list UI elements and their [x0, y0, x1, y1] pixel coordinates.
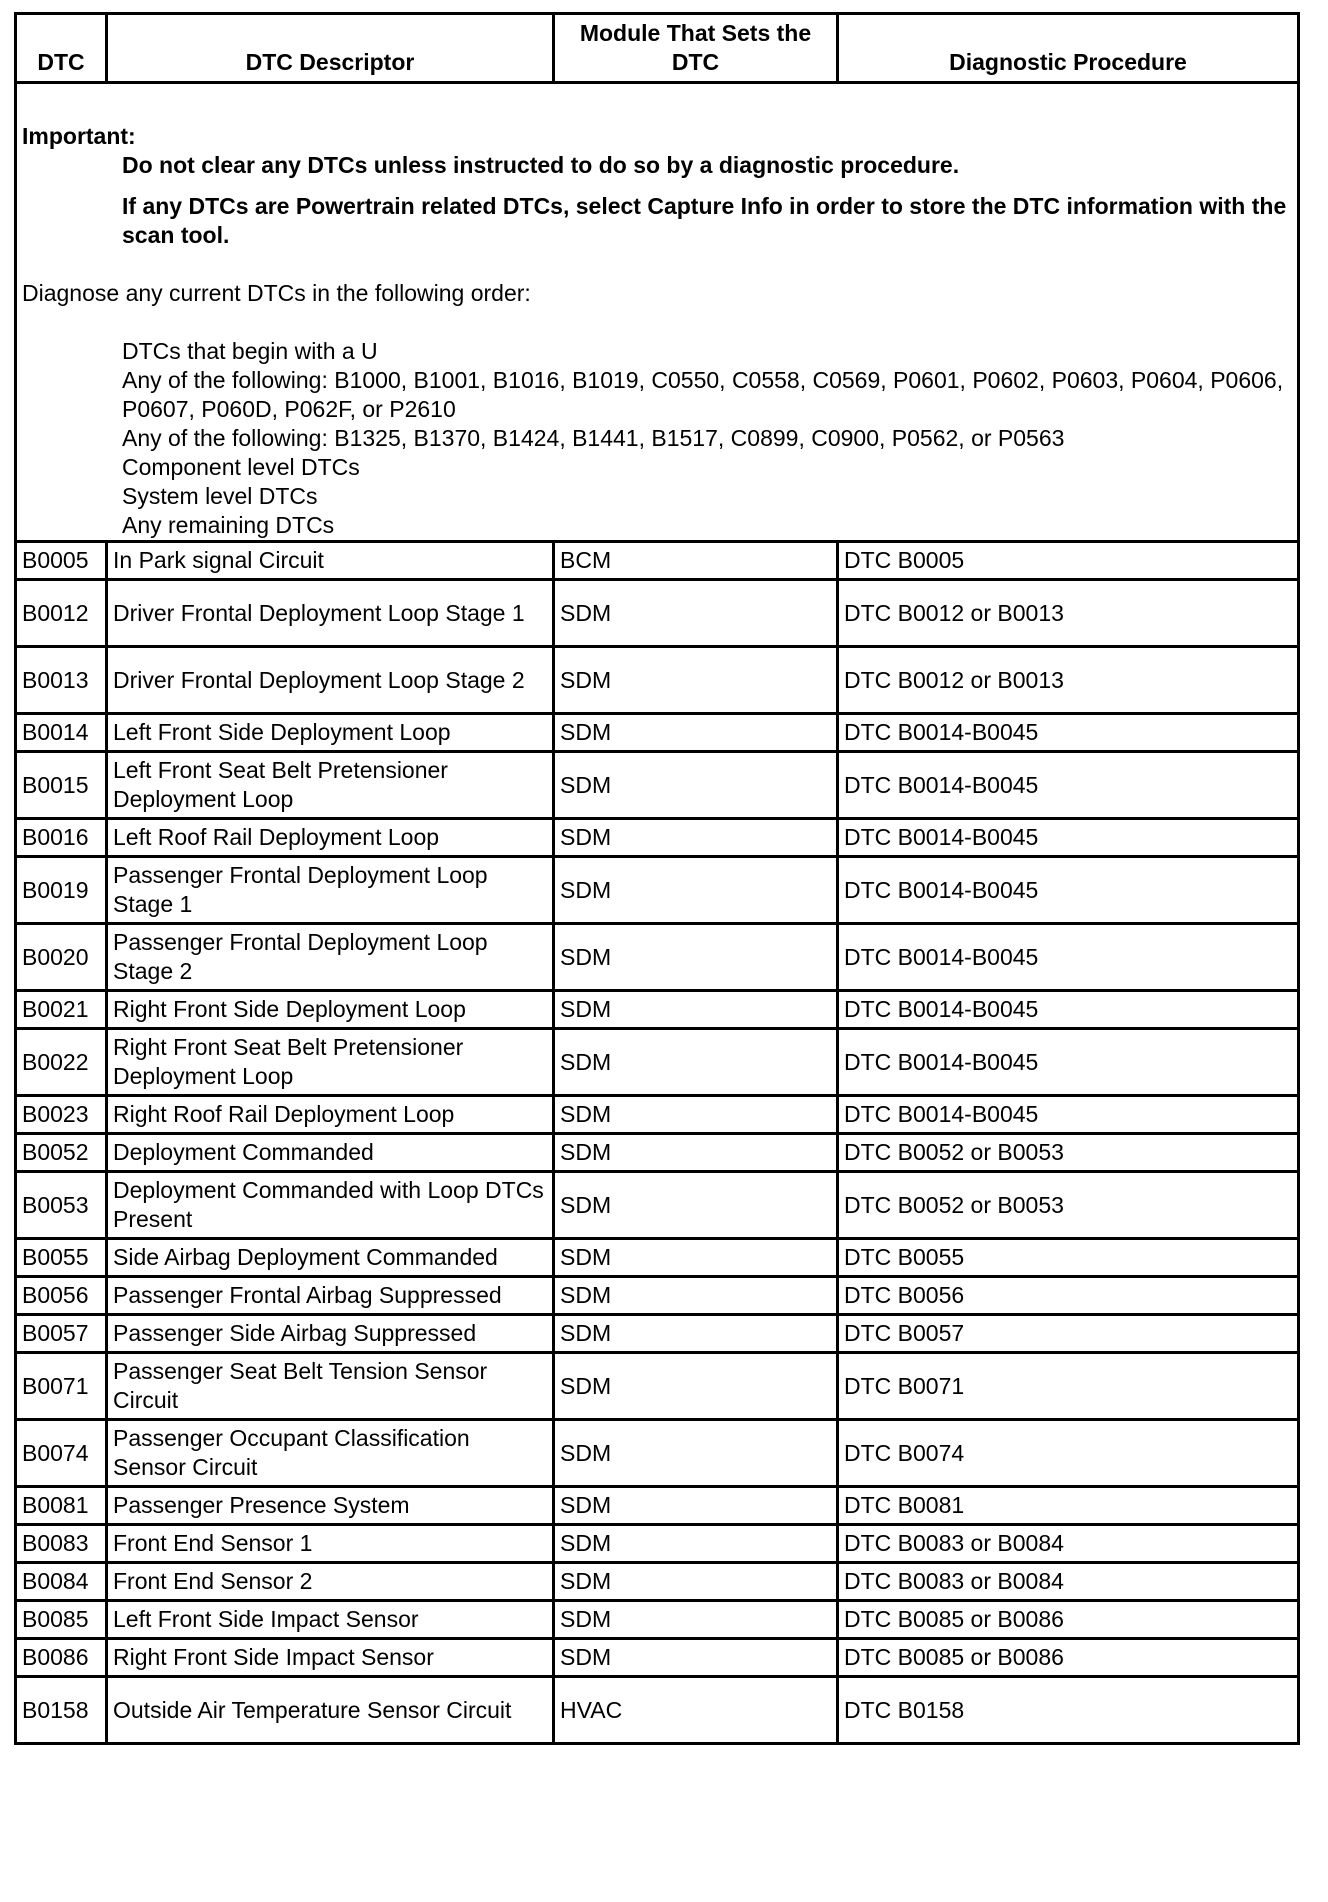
- dtc-code-cell: B0016: [16, 819, 107, 857]
- module-cell: SDM: [554, 991, 838, 1029]
- procedure-cell: DTC B0014-B0045: [838, 752, 1299, 819]
- procedure-cell: DTC B0014-B0045: [838, 857, 1299, 924]
- descriptor-cell: Passenger Frontal Deployment Loop Stage 2: [107, 924, 554, 991]
- procedure-cell: DTC B0012 or B0013: [838, 647, 1299, 714]
- descriptor-cell: Driver Frontal Deployment Loop Stage 1: [107, 580, 554, 647]
- descriptor-cell: Driver Frontal Deployment Loop Stage 2: [107, 647, 554, 714]
- dtc-code-cell: B0015: [16, 752, 107, 819]
- procedure-cell: DTC B0052 or B0053: [838, 1134, 1299, 1172]
- table-row: [16, 1096, 1299, 1134]
- table-row: [16, 819, 1299, 857]
- table-row: [16, 752, 1299, 819]
- table-row: [16, 1353, 1299, 1420]
- table-row: [16, 1601, 1299, 1639]
- descriptor-cell: Right Front Side Deployment Loop: [107, 991, 554, 1029]
- dtc-code-cell: B0022: [16, 1029, 107, 1096]
- dtc-table: [14, 12, 1300, 1745]
- module-cell: HVAC: [554, 1677, 838, 1744]
- table-row: [16, 1029, 1299, 1096]
- descriptor-cell: Front End Sensor 1: [107, 1525, 554, 1563]
- descriptor-cell: Passenger Frontal Airbag Suppressed: [107, 1277, 554, 1315]
- important-label: Important:: [22, 123, 136, 149]
- module-cell: SDM: [554, 714, 838, 752]
- procedure-cell: DTC B0014-B0045: [838, 924, 1299, 991]
- procedure-cell: DTC B0014-B0045: [838, 1029, 1299, 1096]
- dtc-code-cell: B0085: [16, 1601, 107, 1639]
- table-row: [16, 647, 1299, 714]
- module-cell: SDM: [554, 1277, 838, 1315]
- descriptor-cell: Left Front Side Deployment Loop: [107, 714, 554, 752]
- dtc-code-cell: B0014: [16, 714, 107, 752]
- table-row: [16, 1487, 1299, 1525]
- procedure-cell: DTC B0055: [838, 1239, 1299, 1277]
- procedure-cell: DTC B0071: [838, 1353, 1299, 1420]
- dtc-code-cell: B0055: [16, 1239, 107, 1277]
- descriptor-cell: Right Roof Rail Deployment Loop: [107, 1096, 554, 1134]
- table-row: [16, 857, 1299, 924]
- table-row: [16, 1677, 1299, 1744]
- dtc-code-cell: B0071: [16, 1353, 107, 1420]
- table-row: [16, 1639, 1299, 1677]
- procedure-cell: DTC B0005: [838, 542, 1299, 580]
- important-note-1: Do not clear any DTCs unless instructed to do so by a diagnostic procedure.: [122, 152, 960, 178]
- procedure-cell: DTC B0012 or B0013: [838, 580, 1299, 647]
- descriptor-cell: Passenger Seat Belt Tension Sensor Circuit: [107, 1353, 554, 1420]
- dtc-code-cell: B0012: [16, 580, 107, 647]
- descriptor-cell: Passenger Occupant Classification Sensor Circuit: [107, 1420, 554, 1487]
- order-item: Component level DTCs: [122, 454, 360, 480]
- module-cell: SDM: [554, 819, 838, 857]
- module-cell: SDM: [554, 1029, 838, 1096]
- procedure-cell: DTC B0014-B0045: [838, 991, 1299, 1029]
- module-cell: SDM: [554, 857, 838, 924]
- procedure-cell: DTC B0014-B0045: [838, 819, 1299, 857]
- descriptor-cell: Left Roof Rail Deployment Loop: [107, 819, 554, 857]
- order-item: Any of the following: B1325, B1370, B1424, B1441, B1517, C0899, C0900, P0562, or P0563: [122, 425, 1065, 451]
- table-row: [16, 580, 1299, 647]
- module-cell: SDM: [554, 1353, 838, 1420]
- dtc-document: [14, 12, 1300, 1745]
- descriptor-cell: Left Front Side Impact Sensor: [107, 1601, 554, 1639]
- procedure-cell: DTC B0014-B0045: [838, 1096, 1299, 1134]
- procedure-cell: DTC B0057: [838, 1315, 1299, 1353]
- table-row: [16, 1563, 1299, 1601]
- notes-cell: [16, 83, 1299, 542]
- descriptor-cell: Front End Sensor 2: [107, 1563, 554, 1601]
- header-module: Module That Sets the DTC: [554, 14, 838, 83]
- table-header-row: [16, 14, 1299, 83]
- dtc-code-cell: B0081: [16, 1487, 107, 1525]
- descriptor-cell: Outside Air Temperature Sensor Circuit: [107, 1677, 554, 1744]
- dtc-code-cell: B0052: [16, 1134, 107, 1172]
- dtc-code-cell: B0083: [16, 1525, 107, 1563]
- table-row: [16, 924, 1299, 991]
- descriptor-cell: Right Front Side Impact Sensor: [107, 1639, 554, 1677]
- descriptor-cell: In Park signal Circuit: [107, 542, 554, 580]
- dtc-code-cell: B0019: [16, 857, 107, 924]
- order-intro: Diagnose any current DTCs in the following order:: [22, 280, 531, 306]
- header-descriptor: DTC Descriptor: [107, 14, 554, 83]
- header-dtc: DTC: [16, 14, 107, 83]
- dtc-code-cell: B0084: [16, 1563, 107, 1601]
- descriptor-cell: Right Front Seat Belt Pretensioner Deployment Loop: [107, 1029, 554, 1096]
- dtc-code-cell: B0057: [16, 1315, 107, 1353]
- dtc-code-cell: B0056: [16, 1277, 107, 1315]
- module-cell: SDM: [554, 1487, 838, 1525]
- module-cell: SDM: [554, 1601, 838, 1639]
- dtc-code-cell: B0053: [16, 1172, 107, 1239]
- dtc-code-cell: B0074: [16, 1420, 107, 1487]
- descriptor-cell: Passenger Side Airbag Suppressed: [107, 1315, 554, 1353]
- order-item: Any remaining DTCs: [122, 512, 335, 538]
- module-cell: SDM: [554, 647, 838, 714]
- procedure-cell: DTC B0074: [838, 1420, 1299, 1487]
- dtc-code-cell: B0013: [16, 647, 107, 714]
- table-row: [16, 714, 1299, 752]
- table-row: [16, 1134, 1299, 1172]
- procedure-cell: DTC B0081: [838, 1487, 1299, 1525]
- module-cell: SDM: [554, 1239, 838, 1277]
- module-cell: SDM: [554, 1639, 838, 1677]
- table-row: [16, 1420, 1299, 1487]
- dtc-code-cell: B0086: [16, 1639, 107, 1677]
- module-cell: SDM: [554, 1096, 838, 1134]
- procedure-cell: DTC B0158: [838, 1677, 1299, 1744]
- order-item: DTCs that begin with a U: [122, 338, 378, 364]
- procedure-cell: DTC B0085 or B0086: [838, 1639, 1299, 1677]
- module-cell: SDM: [554, 1563, 838, 1601]
- table-row: [16, 1277, 1299, 1315]
- dtc-code-cell: B0005: [16, 542, 107, 580]
- procedure-cell: DTC B0014-B0045: [838, 714, 1299, 752]
- module-cell: SDM: [554, 1420, 838, 1487]
- procedure-cell: DTC B0085 or B0086: [838, 1601, 1299, 1639]
- dtc-code-cell: B0021: [16, 991, 107, 1029]
- descriptor-cell: Deployment Commanded: [107, 1134, 554, 1172]
- descriptor-cell: Left Front Seat Belt Pretensioner Deployment Loop: [107, 752, 554, 819]
- table-row: [16, 1239, 1299, 1277]
- table-row: [16, 1172, 1299, 1239]
- procedure-cell: DTC B0083 or B0084: [838, 1563, 1299, 1601]
- procedure-cell: DTC B0056: [838, 1277, 1299, 1315]
- descriptor-cell: Passenger Frontal Deployment Loop Stage 1: [107, 857, 554, 924]
- table-row: [16, 991, 1299, 1029]
- module-cell: SDM: [554, 1172, 838, 1239]
- descriptor-cell: Side Airbag Deployment Commanded: [107, 1239, 554, 1277]
- module-cell: SDM: [554, 752, 838, 819]
- module-cell: SDM: [554, 580, 838, 647]
- table-row: [16, 542, 1299, 580]
- descriptor-cell: Passenger Presence System: [107, 1487, 554, 1525]
- order-item: Any of the following: B1000, B1001, B1016, B1019, C0550, C0558, C0569, P0601, P0602, P0603, P0604, P0606, P0607, P060D, P062F, or P2610: [122, 367, 1284, 422]
- header-procedure: Diagnostic Procedure: [838, 14, 1299, 83]
- module-cell: BCM: [554, 542, 838, 580]
- module-cell: SDM: [554, 1315, 838, 1353]
- descriptor-cell: Deployment Commanded with Loop DTCs Present: [107, 1172, 554, 1239]
- module-cell: SDM: [554, 924, 838, 991]
- module-cell: SDM: [554, 1134, 838, 1172]
- order-item: System level DTCs: [122, 483, 318, 509]
- table-row: [16, 1525, 1299, 1563]
- procedure-cell: DTC B0083 or B0084: [838, 1525, 1299, 1563]
- module-cell: SDM: [554, 1525, 838, 1563]
- dtc-code-cell: B0023: [16, 1096, 107, 1134]
- notes-row: [16, 83, 1299, 542]
- dtc-code-cell: B0020: [16, 924, 107, 991]
- table-row: [16, 1315, 1299, 1353]
- important-note-2: If any DTCs are Powertrain related DTCs, select Capture Info in order to store the DTC information with the scan tool.: [122, 193, 1287, 248]
- dtc-code-cell: B0158: [16, 1677, 107, 1744]
- procedure-cell: DTC B0052 or B0053: [838, 1172, 1299, 1239]
